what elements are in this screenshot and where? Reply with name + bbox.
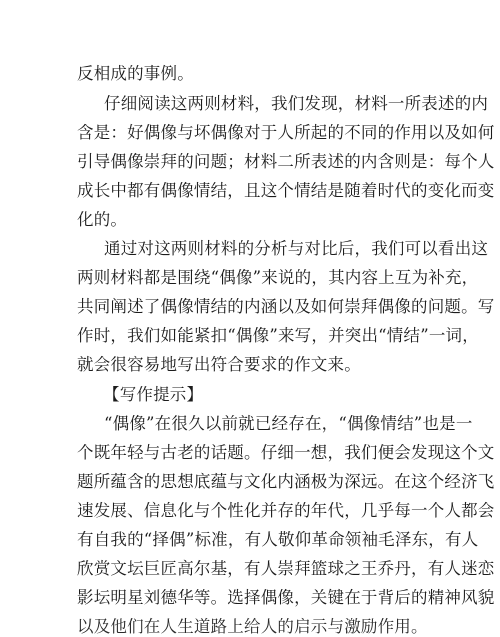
paragraph-line: “偶像”在很久以前就已经存在，“偶像情结”也是一 [104, 414, 473, 433]
paragraph-line: 含是：好偶像与坏偶像对于人所起的不同的作用以及如何 [77, 123, 495, 142]
paragraph-line: 以及他们在人生道路上给人的启示与激励作用。 [77, 617, 428, 636]
paragraph-line: 成长中都有偶像情结，且这个情结是随着时代的变化而变 [77, 181, 495, 200]
paragraph-line: 两则材料都是围绕“偶像”来说的，其内容上互为补充， [77, 268, 479, 287]
paragraph-line: 个既年轻与古老的话题。仔细一想，我们便会发现这个文 [77, 443, 495, 462]
paragraph-line: 引导偶像崇拜的问题；材料二所表述的内含则是：每个人 [77, 152, 495, 171]
paragraph-line: 作时，我们如能紧扣“偶像”来写，并突出“情结”一词， [77, 326, 479, 345]
section-heading: 【写作提示】 [103, 385, 204, 404]
paragraph-line: 题所蕴含的思想底蕴与文化内涵极为深远。在这个经济飞 [77, 472, 495, 491]
paragraph-line: 通过对这两则材料的分析与对比后，我们可以看出这 [104, 239, 489, 258]
paragraph-line: 有自我的“择偶”标准，有人敬仰革命领袖毛泽东，有人 [77, 530, 479, 549]
paragraph-line: 欣赏文坛巨匠高尔基，有人崇拜篮球之王乔丹，有人迷恋 [77, 559, 495, 578]
paragraph-line: 速发展、信息化与个性化并存的年代，几乎每一个人都会 [77, 501, 495, 520]
paragraph-line: 就会很容易地写出符合要求的作文来。 [77, 355, 361, 374]
paragraph-line: 仔细阅读这两则材料，我们发现，材料一所表述的内 [104, 94, 489, 113]
paragraph-line: 影坛明星刘德华等。选择偶像，关键在于背后的精神风貌 [77, 588, 495, 607]
paragraph-line: 共同阐述了偶像情结的内涵以及如何崇拜偶像的问题。写 [77, 297, 495, 316]
paragraph-line: 化的。 [77, 210, 128, 229]
paragraph-line: 反相成的事例。 [77, 64, 194, 83]
